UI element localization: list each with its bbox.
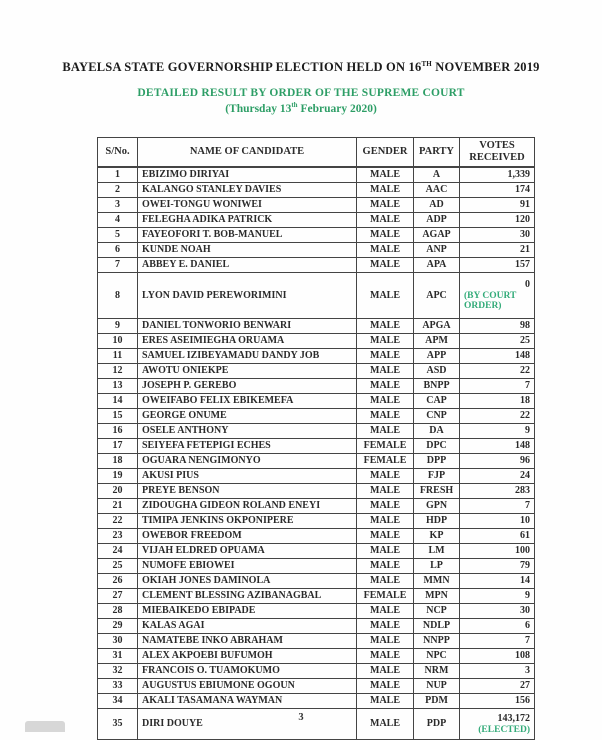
- cell-serial-number: 15: [98, 409, 138, 424]
- cell-party: GPN: [414, 499, 460, 514]
- table-row: [98, 574, 535, 589]
- votes-value: 283: [515, 485, 530, 497]
- document-header: [0, 0, 602, 115]
- votes-value: 21: [520, 244, 530, 256]
- title-text-post: NOVEMBER 2019: [431, 60, 540, 75]
- cell-party: NUP: [414, 679, 460, 694]
- votes-value: 100: [515, 545, 530, 557]
- cell-votes-received: [460, 484, 535, 499]
- cell-candidate-name: SEIYEFA FETEPIGI ECHES: [138, 439, 357, 454]
- cell-party: HDP: [414, 514, 460, 529]
- table-row: [98, 167, 535, 183]
- table-row: [98, 634, 535, 649]
- cell-candidate-name: MIEBAIKEDO EBIPADE: [138, 604, 357, 619]
- table-row: [98, 544, 535, 559]
- cell-serial-number: 8: [98, 273, 138, 319]
- cell-candidate-name: FAYEOFORI T. BOB-MANUEL: [138, 228, 357, 243]
- cell-votes-received: [460, 394, 535, 409]
- votes-value: 148: [515, 440, 530, 452]
- cell-serial-number: 11: [98, 349, 138, 364]
- cell-party: NRM: [414, 664, 460, 679]
- cell-candidate-name: ERES ASEIMIEGHA ORUAMA: [138, 334, 357, 349]
- cell-votes-received: [460, 424, 535, 439]
- cell-party: NPC: [414, 649, 460, 664]
- cell-party: NNPP: [414, 634, 460, 649]
- cell-gender: MALE: [357, 409, 414, 424]
- cell-candidate-name: EBIZIMO DIRIYAI: [138, 167, 357, 183]
- cell-serial-number: 27: [98, 589, 138, 604]
- cell-gender: MALE: [357, 499, 414, 514]
- cell-votes-received: [460, 273, 535, 319]
- cell-party: DPP: [414, 454, 460, 469]
- cell-gender: MALE: [357, 664, 414, 679]
- cell-votes-received: [460, 454, 535, 469]
- header-row: [98, 138, 535, 168]
- cell-serial-number: 34: [98, 694, 138, 709]
- cell-serial-number: 24: [98, 544, 138, 559]
- votes-value: 14: [520, 575, 530, 587]
- cell-party: A: [414, 167, 460, 183]
- cell-gender: MALE: [357, 424, 414, 439]
- cell-party: MMN: [414, 574, 460, 589]
- cell-votes-received: [460, 604, 535, 619]
- cell-gender: MALE: [357, 574, 414, 589]
- cell-candidate-name: CLEMENT BLESSING AZIBANAGBAL: [138, 589, 357, 604]
- votes-value: 7: [525, 380, 530, 392]
- document-title: [0, 60, 602, 75]
- cell-gender: MALE: [357, 213, 414, 228]
- votes-annotation: (BY COURT ORDER): [464, 290, 517, 312]
- cell-gender: MALE: [357, 228, 414, 243]
- cell-candidate-name: OSELE ANTHONY: [138, 424, 357, 439]
- votes-value: 79: [520, 560, 530, 572]
- table-row: [98, 664, 535, 679]
- cell-votes-received: [460, 213, 535, 228]
- cell-serial-number: 13: [98, 379, 138, 394]
- votes-annotation: (ELECTED): [478, 724, 530, 735]
- cell-party: PDM: [414, 694, 460, 709]
- cell-votes-received: [460, 167, 535, 183]
- cell-votes-received: [460, 183, 535, 198]
- cell-party: FJP: [414, 469, 460, 484]
- votes-value: 24: [520, 470, 530, 482]
- cell-party: AD: [414, 198, 460, 213]
- votes-value: 3: [525, 665, 530, 677]
- cell-gender: MALE: [357, 243, 414, 258]
- cell-votes-received: [460, 499, 535, 514]
- votes-value: 10: [520, 515, 530, 527]
- table-row: [98, 679, 535, 694]
- table-row: [98, 589, 535, 604]
- table-row: [98, 213, 535, 228]
- cell-gender: MALE: [357, 559, 414, 574]
- votes-value: 27: [520, 680, 530, 692]
- cell-candidate-name: OKIAH JONES DAMINOLA: [138, 574, 357, 589]
- cell-serial-number: 33: [98, 679, 138, 694]
- cell-candidate-name: KALAS AGAI: [138, 619, 357, 634]
- cell-candidate-name: JOSEPH P. GEREBO: [138, 379, 357, 394]
- cell-gender: FEMALE: [357, 439, 414, 454]
- votes-value: 22: [520, 410, 530, 422]
- cell-gender: MALE: [357, 198, 414, 213]
- cell-serial-number: 19: [98, 469, 138, 484]
- table-row: [98, 349, 535, 364]
- votes-value: 9: [525, 425, 530, 437]
- cell-votes-received: [460, 649, 535, 664]
- cell-candidate-name: ZIDOUGHA GIDEON ROLAND ENEYI: [138, 499, 357, 514]
- dateline-text-pre: (Thursday 13: [225, 102, 292, 115]
- votes-value: 148: [515, 350, 530, 362]
- column-header-votes: VOTES RECEIVED: [460, 138, 535, 168]
- cell-party: APGA: [414, 319, 460, 334]
- cell-party: AGAP: [414, 228, 460, 243]
- cell-gender: MALE: [357, 319, 414, 334]
- column-header-gender: GENDER: [357, 138, 414, 168]
- cell-party: DA: [414, 424, 460, 439]
- cell-serial-number: 1: [98, 167, 138, 183]
- cell-gender: MALE: [357, 167, 414, 183]
- cell-gender: MALE: [357, 364, 414, 379]
- table-row: [98, 484, 535, 499]
- cell-votes-received: [460, 409, 535, 424]
- votes-value: 7: [525, 500, 530, 512]
- cell-serial-number: 28: [98, 604, 138, 619]
- cell-serial-number: 14: [98, 394, 138, 409]
- votes-value: 143,172: [497, 712, 530, 724]
- table-row: [98, 394, 535, 409]
- cell-candidate-name: PREYE BENSON: [138, 484, 357, 499]
- table-row: [98, 273, 535, 319]
- table-row: [98, 183, 535, 198]
- cell-party: CNP: [414, 409, 460, 424]
- table-row: [98, 379, 535, 394]
- table-row: [98, 514, 535, 529]
- cell-votes-received: [460, 334, 535, 349]
- cell-gender: MALE: [357, 484, 414, 499]
- table-row: [98, 559, 535, 574]
- cell-party: KP: [414, 529, 460, 544]
- cell-serial-number: 18: [98, 454, 138, 469]
- cell-serial-number: 9: [98, 319, 138, 334]
- cell-gender: MALE: [357, 334, 414, 349]
- votes-value: 91: [520, 199, 530, 211]
- table-row: [98, 258, 535, 273]
- table-row: [98, 364, 535, 379]
- cell-gender: MALE: [357, 469, 414, 484]
- cell-gender: MALE: [357, 394, 414, 409]
- cell-candidate-name: KUNDE NOAH: [138, 243, 357, 258]
- table-row: [98, 529, 535, 544]
- cell-votes-received: [460, 694, 535, 709]
- cell-candidate-name: DANIEL TONWORIO BENWARI: [138, 319, 357, 334]
- table-row: [98, 228, 535, 243]
- cell-candidate-name: OGUARA NENGIMONYO: [138, 454, 357, 469]
- table-row: [98, 243, 535, 258]
- cell-gender: MALE: [357, 679, 414, 694]
- cell-party: PDP: [414, 709, 460, 740]
- cell-candidate-name: GEORGE ONUME: [138, 409, 357, 424]
- cell-serial-number: 35: [98, 709, 138, 740]
- table-row: [98, 649, 535, 664]
- cell-candidate-name: SAMUEL IZIBEYAMADU DANDY JOB: [138, 349, 357, 364]
- votes-value: 0: [525, 279, 530, 291]
- votes-value: 30: [520, 229, 530, 241]
- cell-candidate-name: AKUSI PIUS: [138, 469, 357, 484]
- cell-candidate-name: VIJAH ELDRED OPUAMA: [138, 544, 357, 559]
- cell-party: ASD: [414, 364, 460, 379]
- cell-votes-received: [460, 589, 535, 604]
- cell-votes-received: [460, 514, 535, 529]
- cell-votes-received: [460, 198, 535, 213]
- dateline-text-post: February 2020): [297, 102, 377, 115]
- cell-serial-number: 5: [98, 228, 138, 243]
- cell-votes-received: [460, 619, 535, 634]
- votes-value: 18: [520, 395, 530, 407]
- cell-gender: MALE: [357, 183, 414, 198]
- cell-candidate-name: ABBEY E. DANIEL: [138, 258, 357, 273]
- cell-serial-number: 4: [98, 213, 138, 228]
- cell-candidate-name: NUMOFE EBIOWEI: [138, 559, 357, 574]
- cell-party: APM: [414, 334, 460, 349]
- cell-gender: MALE: [357, 529, 414, 544]
- cell-party: APP: [414, 349, 460, 364]
- votes-value: 120: [515, 214, 530, 226]
- votes-value: 7: [525, 635, 530, 647]
- cell-votes-received: [460, 258, 535, 273]
- cell-party: BNPP: [414, 379, 460, 394]
- cell-candidate-name: OWEIFABO FELIX EBIKEMEFA: [138, 394, 357, 409]
- votes-value: 96: [520, 455, 530, 467]
- title-text-pre: BAYELSA STATE GOVERNORSHIP ELECTION HELD ON 16: [62, 60, 422, 75]
- cell-gender: MALE: [357, 619, 414, 634]
- results-table: [97, 137, 535, 740]
- votes-value: 22: [520, 365, 530, 377]
- cell-candidate-name: FELEGHA ADIKA PATRICK: [138, 213, 357, 228]
- column-header-party: PARTY: [414, 138, 460, 168]
- cell-serial-number: 29: [98, 619, 138, 634]
- cell-votes-received: [460, 559, 535, 574]
- document-dateline: [0, 101, 602, 115]
- cell-party: AAC: [414, 183, 460, 198]
- table-row: [98, 694, 535, 709]
- cell-party: APA: [414, 258, 460, 273]
- table-row: [98, 319, 535, 334]
- cell-party: APC: [414, 273, 460, 319]
- cell-serial-number: 16: [98, 424, 138, 439]
- table-row: [98, 198, 535, 213]
- cell-serial-number: 2: [98, 183, 138, 198]
- cell-serial-number: 23: [98, 529, 138, 544]
- cell-candidate-name: DIRI DOUYE: [138, 709, 357, 740]
- scan-artifact: [25, 721, 65, 732]
- table-row: [98, 619, 535, 634]
- cell-votes-received: [460, 544, 535, 559]
- cell-serial-number: 20: [98, 484, 138, 499]
- table-row: [98, 454, 535, 469]
- cell-party: NCP: [414, 604, 460, 619]
- cell-gender: MALE: [357, 709, 414, 740]
- table-row: [98, 439, 535, 454]
- votes-value: 1,339: [507, 169, 530, 181]
- votes-value: 30: [520, 605, 530, 617]
- cell-serial-number: 32: [98, 664, 138, 679]
- cell-serial-number: 22: [98, 514, 138, 529]
- cell-votes-received: [460, 679, 535, 694]
- cell-party: LP: [414, 559, 460, 574]
- votes-value: 9: [525, 590, 530, 602]
- cell-serial-number: 21: [98, 499, 138, 514]
- cell-candidate-name: TIMIPA JENKINS OKPONIPERE: [138, 514, 357, 529]
- cell-gender: MALE: [357, 604, 414, 619]
- table-row: [98, 334, 535, 349]
- table-row: [98, 604, 535, 619]
- cell-gender: MALE: [357, 258, 414, 273]
- cell-serial-number: 10: [98, 334, 138, 349]
- cell-gender: MALE: [357, 544, 414, 559]
- cell-candidate-name: AKALI TASAMANA WAYMAN: [138, 694, 357, 709]
- cell-party: MPN: [414, 589, 460, 604]
- cell-gender: MALE: [357, 634, 414, 649]
- cell-party: ADP: [414, 213, 460, 228]
- cell-candidate-name: KALANGO STANLEY DAVIES: [138, 183, 357, 198]
- cell-gender: MALE: [357, 514, 414, 529]
- cell-gender: MALE: [357, 349, 414, 364]
- cell-votes-received: [460, 634, 535, 649]
- votes-value: 6: [525, 620, 530, 632]
- cell-votes-received: [460, 439, 535, 454]
- cell-candidate-name: LYON DAVID PEREWORIMINI: [138, 273, 357, 319]
- column-header-candidate-name: NAME OF CANDIDATE: [138, 138, 357, 168]
- cell-serial-number: 7: [98, 258, 138, 273]
- cell-votes-received: [460, 529, 535, 544]
- cell-votes-received: [460, 379, 535, 394]
- title-superscript: TH: [421, 60, 432, 68]
- results-table-header: [98, 138, 535, 168]
- cell-serial-number: 3: [98, 198, 138, 213]
- cell-gender: MALE: [357, 649, 414, 664]
- cell-serial-number: 12: [98, 364, 138, 379]
- votes-value: 108: [515, 650, 530, 662]
- cell-party: DPC: [414, 439, 460, 454]
- table-row: [98, 409, 535, 424]
- cell-votes-received: [460, 349, 535, 364]
- cell-votes-received: [460, 319, 535, 334]
- page-number: 3: [298, 712, 304, 723]
- cell-serial-number: 6: [98, 243, 138, 258]
- cell-candidate-name: ALEX AKPOEBI BUFUMOH: [138, 649, 357, 664]
- table-row: [98, 499, 535, 514]
- cell-party: LM: [414, 544, 460, 559]
- cell-serial-number: 30: [98, 634, 138, 649]
- cell-party: FRESH: [414, 484, 460, 499]
- table-row: [98, 469, 535, 484]
- votes-value: 25: [520, 335, 530, 347]
- cell-party: ANP: [414, 243, 460, 258]
- cell-party: CAP: [414, 394, 460, 409]
- votes-value: 157: [515, 259, 530, 271]
- cell-votes-received: [460, 243, 535, 258]
- votes-value: 98: [520, 320, 530, 332]
- cell-votes-received: [460, 469, 535, 484]
- cell-candidate-name: FRANCOIS O. TUAMOKUMO: [138, 664, 357, 679]
- votes-value: 61: [520, 530, 530, 542]
- cell-gender: FEMALE: [357, 589, 414, 604]
- cell-votes-received: [460, 574, 535, 589]
- cell-candidate-name: NAMATEBE INKO ABRAHAM: [138, 634, 357, 649]
- cell-gender: MALE: [357, 694, 414, 709]
- column-header-serial: S/No.: [98, 138, 138, 168]
- cell-serial-number: 26: [98, 574, 138, 589]
- cell-candidate-name: AUGUSTUS EBIUMONE OGOUN: [138, 679, 357, 694]
- cell-votes-received: [460, 664, 535, 679]
- cell-gender: FEMALE: [357, 454, 414, 469]
- cell-gender: MALE: [357, 273, 414, 319]
- cell-candidate-name: OWEBOR FREEDOM: [138, 529, 357, 544]
- cell-candidate-name: AWOTU ONIEKPE: [138, 364, 357, 379]
- results-table-body: [98, 167, 535, 740]
- cell-candidate-name: OWEI-TONGU WONIWEI: [138, 198, 357, 213]
- votes-value: 174: [515, 184, 530, 196]
- document-subtitle: DETAILED RESULT BY ORDER OF THE SUPREME COURT: [137, 87, 465, 100]
- table-row: [98, 424, 535, 439]
- cell-serial-number: 31: [98, 649, 138, 664]
- dateline-superscript: th: [291, 101, 298, 110]
- cell-votes-received: [460, 228, 535, 243]
- cell-serial-number: 25: [98, 559, 138, 574]
- cell-serial-number: 17: [98, 439, 138, 454]
- votes-value: 156: [515, 695, 530, 707]
- cell-gender: MALE: [357, 379, 414, 394]
- cell-votes-received: [460, 364, 535, 379]
- cell-party: NDLP: [414, 619, 460, 634]
